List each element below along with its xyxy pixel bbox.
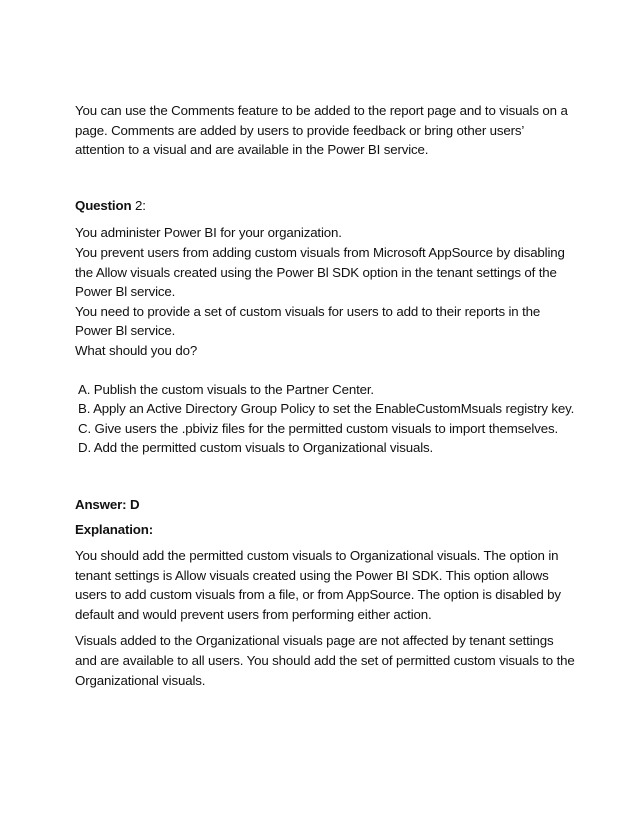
option-b: B. Apply an Active Directory Group Policy to set the EnableCustomMsuals registry key. xyxy=(78,401,575,417)
option-a: A. Publish the custom visuals to the Partner Center. xyxy=(78,381,374,397)
question-line-3: You need to provide a set of custom visuals for users to add to their reports in the Power Bl service. xyxy=(75,303,541,339)
answer-line: Answer: D xyxy=(75,496,140,512)
explanation-paragraph-1: You should add the permitted custom visuals to Organizational visuals. The option in tenant settings is Allow visuals created using the Power BI SDK. This option allows users to add custom visuals from a file, or from AppSource. The option is disabled by default and would prevent users from performing either action. xyxy=(75,548,561,622)
answer-options xyxy=(75,380,575,458)
question-body xyxy=(75,223,575,360)
document-content xyxy=(75,101,575,690)
question-line-1: You administer Power BI for your organization. xyxy=(75,225,342,241)
question-heading xyxy=(75,196,575,216)
question-line-4: What should you do? xyxy=(75,342,198,358)
option-c: C. Give users the .pbiviz files for the permitted custom visuals to import themselves. xyxy=(78,420,559,436)
explanation-label: Explanation: xyxy=(75,521,153,537)
question-line-2: You prevent users from adding custom visuals from Microsoft AppSource by disabling the Allow visuals created using the Power Bl SDK option in the tenant settings of the Power Bl service. xyxy=(75,244,565,300)
option-d: D. Add the permitted custom visuals to Organizational visuals. xyxy=(78,440,434,456)
question-number: 2: xyxy=(131,197,146,213)
intro-paragraph: You can use the Comments feature to be added to the report page and to visuals on a page. Comments are added by users to provide feedback or bring other users’ attention to a visual and are available in the Power BI service. xyxy=(75,103,568,158)
question-label: Question xyxy=(75,197,132,213)
explanation-paragraph-2: Visuals added to the Organizational visuals page are not affected by tenant settings and are available to all users. You should add the set of permitted custom visuals to the Organizational visuals. xyxy=(75,633,575,688)
